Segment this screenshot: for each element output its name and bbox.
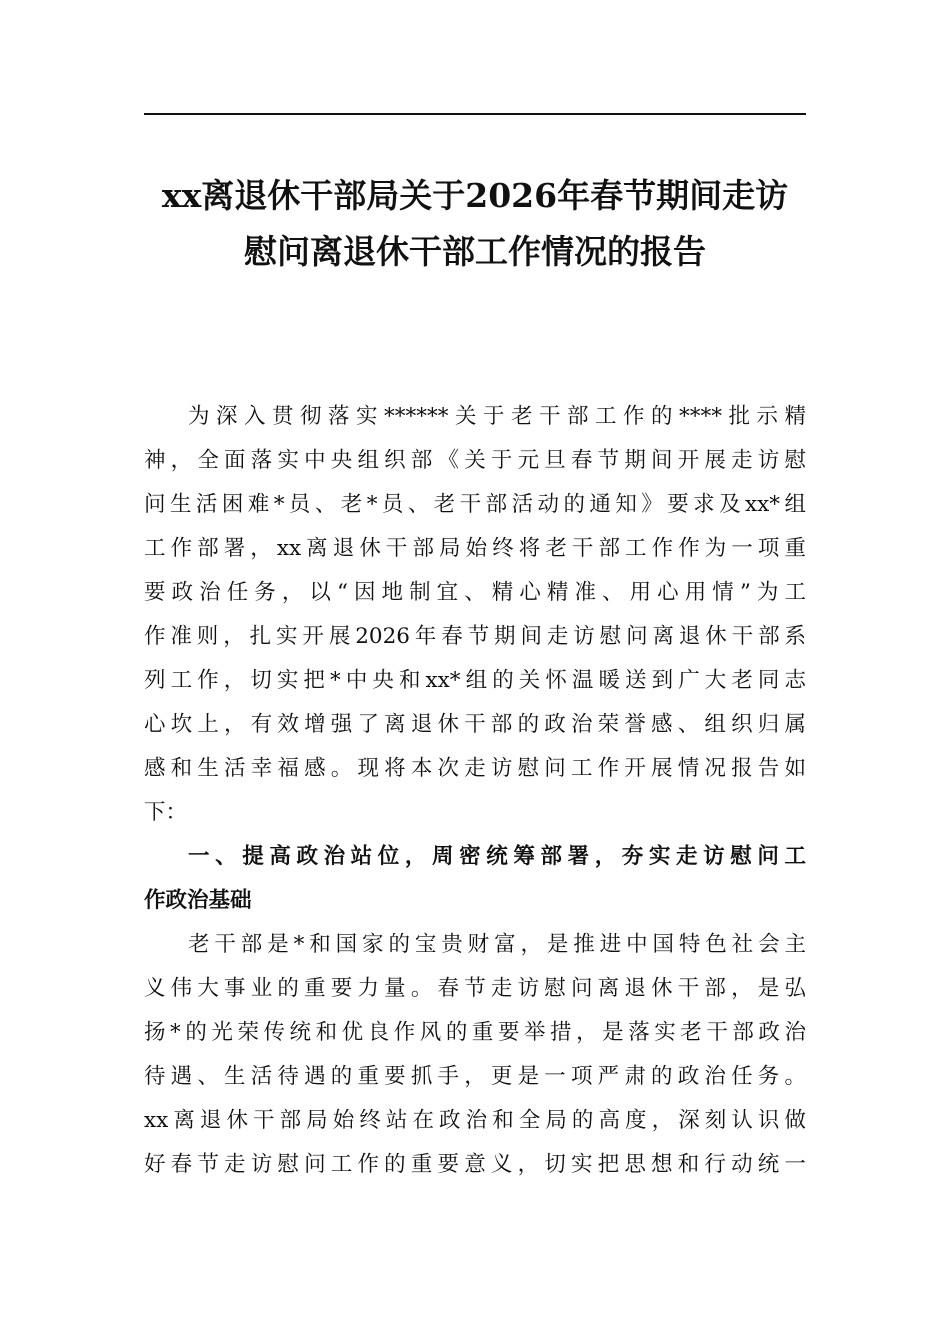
paragraph-line: 扬*的光荣传统和优良作风的重要举措，是落实老干部政治	[144, 1020, 806, 1045]
title-line-2: 慰问离退休干部工作情况的报告	[244, 232, 706, 271]
document-body	[144, 395, 806, 1187]
intro-paragraph	[144, 395, 806, 835]
paragraph-line: xx离退休干部局始终站在政治和全局的高度，深刻认识做	[144, 1108, 806, 1133]
paragraph-line: 为深入贯彻落实******关于老干部工作的****批示精	[188, 404, 806, 429]
paragraph-line: 列工作，切实把*中央和xx*组的关怀温暖送到广大老同志	[144, 668, 806, 693]
section-heading-1	[144, 835, 806, 923]
paragraph-line: 下：	[144, 800, 188, 825]
paragraph-line: 好春节走访慰问工作的重要意义，切实把思想和行动统一	[144, 1152, 806, 1177]
heading-line: 一、提高政治站位，周密统筹部署，夯实走访慰问工	[188, 844, 806, 869]
paragraph-line: 神，全面落实中央组织部《关于元旦春节期间开展走访慰	[144, 448, 806, 473]
paragraph-line: 心坎上，有效增强了离退休干部的政治荣誉感、组织归属	[144, 712, 806, 737]
paragraph-line: 义伟大事业的重要力量。春节走访慰问离退休干部，是弘	[144, 976, 806, 1001]
heading-line: 作政治基础	[144, 888, 252, 913]
paragraph-line: 工作部署，xx离退休干部局始终将老干部工作作为一项重	[144, 536, 806, 561]
paragraph-line: 作准则，扎实开展2026年春节期间走访慰问离退休干部系	[144, 624, 806, 649]
paragraph-line: 待遇、生活待遇的重要抓手，更是一项严肃的政治任务。	[144, 1064, 806, 1089]
paragraph-line: 要政治任务，以“因地制宜、精心精准、用心用情”为工	[144, 580, 806, 605]
paragraph-line: 老干部是*和国家的宝贵财富，是推进中国特色社会主	[188, 932, 806, 957]
title-line-1: xx离退休干部局关于2026年春节期间走访	[161, 176, 789, 215]
document-title	[144, 168, 806, 280]
section-1-paragraph	[144, 923, 806, 1187]
header-rule	[144, 113, 806, 115]
paragraph-line: 感和生活幸福感。现将本次走访慰问工作开展情况报告如	[144, 756, 806, 781]
paragraph-line: 问生活困难*员、老*员、老干部活动的通知》要求及xx*组	[144, 492, 806, 517]
